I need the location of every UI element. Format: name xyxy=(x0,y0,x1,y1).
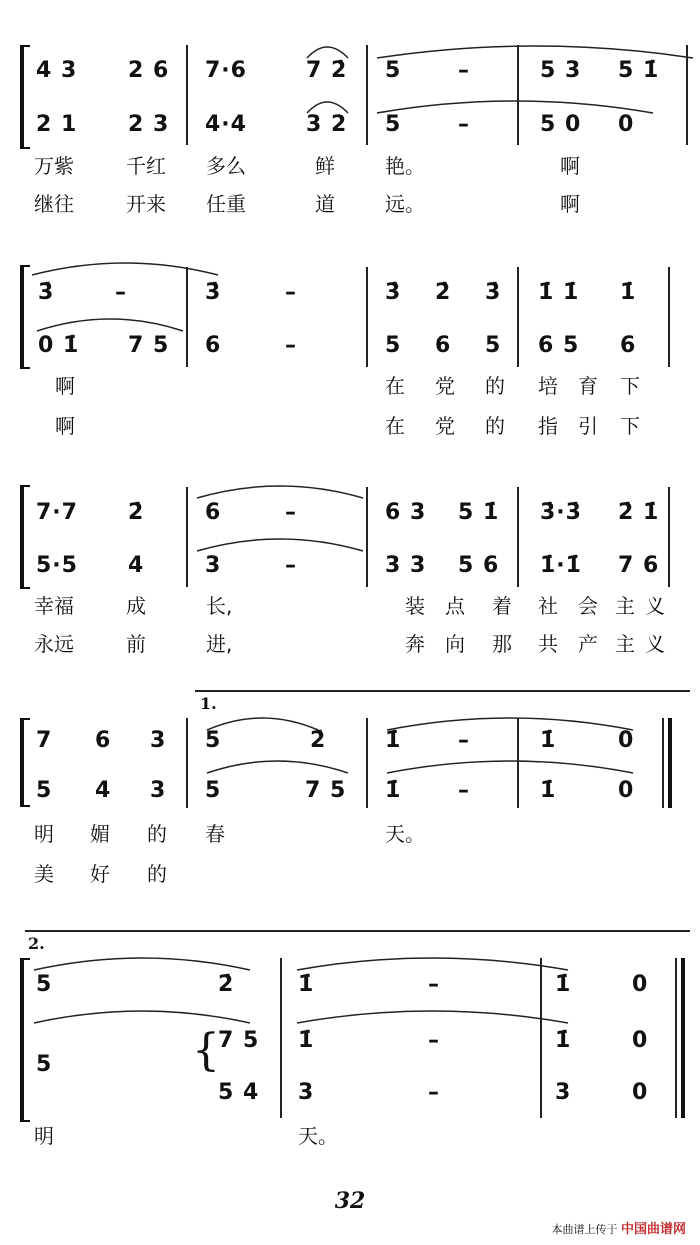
lyric: 共 xyxy=(538,632,558,656)
note: 5 xyxy=(385,58,402,83)
final-barline-thin xyxy=(675,958,677,1118)
note: 5 xyxy=(385,333,402,358)
note: 0 xyxy=(618,728,635,753)
lyric: 在 xyxy=(385,414,405,438)
dash: – xyxy=(458,728,470,753)
note: 5 xyxy=(36,1052,53,1077)
system-4 xyxy=(0,690,700,900)
note: 1̇ xyxy=(555,972,572,997)
lyric: 向 xyxy=(445,632,465,656)
dash: – xyxy=(285,553,297,578)
lyric: 啊 xyxy=(560,192,580,216)
brace: { xyxy=(192,1025,220,1076)
lyric: 的 xyxy=(147,862,167,886)
note: 3 xyxy=(150,728,167,753)
note: 0 xyxy=(632,1028,649,1053)
note: 7·7 xyxy=(36,500,78,525)
note: 0 1̇ xyxy=(38,333,80,358)
note: 5 1̇ xyxy=(618,58,660,83)
note: 5 1̇ xyxy=(458,500,500,525)
note: 5 0 xyxy=(540,112,582,137)
tie xyxy=(30,257,220,277)
note: 6 xyxy=(435,333,452,358)
note: 5 xyxy=(36,972,53,997)
barline xyxy=(366,267,368,367)
note: 1̇ xyxy=(298,1028,315,1053)
note: 2̇ xyxy=(128,500,145,525)
note: 3 xyxy=(555,1080,572,1105)
lyric: 前 xyxy=(126,632,146,656)
note: 2 3 xyxy=(128,112,170,137)
note: 2̇ xyxy=(218,972,235,997)
final-barline-thick xyxy=(681,958,685,1118)
dash: – xyxy=(285,280,297,305)
lyric: 鲜 xyxy=(315,154,335,178)
note: 5 xyxy=(385,112,402,137)
note: 3̇ xyxy=(385,280,402,305)
note: 4·4 xyxy=(205,112,247,137)
lyric: 继往 xyxy=(34,192,74,216)
note: 3 2 xyxy=(306,112,348,137)
barline xyxy=(517,718,519,808)
note: 1̇ 1̇ xyxy=(538,280,580,305)
note: 5 4 xyxy=(218,1080,260,1105)
lyric: 春 xyxy=(205,822,225,846)
lyric: 着 xyxy=(492,594,512,618)
note: 1̇·1̇ xyxy=(540,553,582,578)
lyric: 长, xyxy=(206,594,233,618)
note: 1̇ xyxy=(540,728,557,753)
system-5 xyxy=(0,930,700,1170)
system-2 xyxy=(0,255,700,455)
note: 6 xyxy=(205,333,222,358)
lyric: 天。 xyxy=(385,822,425,846)
note: 6 xyxy=(620,333,637,358)
note: 1̇ xyxy=(540,778,557,803)
note: 3̇ xyxy=(205,280,222,305)
note: 1̇ xyxy=(555,1028,572,1053)
dash: – xyxy=(285,500,297,525)
lyric: 啊 xyxy=(560,154,580,178)
lyric: 明 xyxy=(34,1124,54,1148)
lyric: 的 xyxy=(485,414,505,438)
barline xyxy=(366,487,368,587)
page-number: 32 xyxy=(334,1188,366,1214)
barline xyxy=(517,487,519,587)
lyric: 下 xyxy=(620,414,640,438)
slur xyxy=(32,952,252,972)
note: 3 xyxy=(298,1080,315,1105)
slur xyxy=(205,755,350,775)
dash: – xyxy=(458,58,470,83)
note: 5·5 xyxy=(36,553,78,578)
tie xyxy=(385,755,635,775)
note: 0 xyxy=(618,112,635,137)
lyric: 多么 xyxy=(206,154,246,178)
note: 4 3 xyxy=(36,58,78,83)
system-3 xyxy=(0,475,700,675)
lyric: 那 xyxy=(492,632,512,656)
dash: – xyxy=(428,1080,440,1105)
barline xyxy=(668,487,670,587)
dash: – xyxy=(285,333,297,358)
lyric: 的 xyxy=(485,374,505,398)
lyric: 媚 xyxy=(90,822,110,846)
note: 2 1 xyxy=(36,112,78,137)
barline xyxy=(280,958,282,1118)
note: 1̇ xyxy=(620,280,637,305)
lyric: 党 xyxy=(435,374,455,398)
note: 5 xyxy=(205,778,222,803)
footer-site: 中国曲谱网 xyxy=(620,1222,686,1237)
lyric: 义 xyxy=(645,594,665,618)
lyric: 义 xyxy=(645,632,665,656)
note: 4 xyxy=(95,778,112,803)
note: 2 6 xyxy=(128,58,170,83)
lyric: 任重 xyxy=(206,192,246,216)
dash: – xyxy=(428,1028,440,1053)
barline xyxy=(366,45,368,145)
note: 6 xyxy=(95,728,112,753)
note: 5 6 xyxy=(458,553,500,578)
note: 5 xyxy=(36,778,53,803)
lyric: 装 xyxy=(405,594,425,618)
note: 0 xyxy=(632,972,649,997)
tie xyxy=(295,1005,570,1025)
dash: – xyxy=(458,778,470,803)
lyric: 开来 xyxy=(126,192,166,216)
footer-prefix: 本曲谱上传于 xyxy=(551,1223,618,1236)
lyric: 远。 xyxy=(385,192,425,216)
lyric: 奔 xyxy=(405,632,425,656)
note: 2̇ xyxy=(435,280,452,305)
final-barline-thick xyxy=(668,718,672,808)
barline xyxy=(668,267,670,367)
note: 0 xyxy=(632,1080,649,1105)
lyric: 永远 xyxy=(34,632,74,656)
note: 5 xyxy=(485,333,502,358)
lyric: 好 xyxy=(90,862,110,886)
note: 0 xyxy=(618,778,635,803)
barline xyxy=(186,487,188,587)
lyric: 党 xyxy=(435,414,455,438)
lyric: 万紫 xyxy=(34,154,74,178)
system-1 xyxy=(0,40,700,240)
note: 5 3 xyxy=(540,58,582,83)
tie xyxy=(295,952,570,972)
dash: – xyxy=(115,280,127,305)
lyric: 天。 xyxy=(298,1124,338,1148)
note: 3 3 xyxy=(385,553,427,578)
note: 7 6 xyxy=(618,553,660,578)
tie xyxy=(375,40,695,60)
slur xyxy=(32,1005,252,1025)
lyric: 育 xyxy=(578,374,598,398)
dash: – xyxy=(458,112,470,137)
slur xyxy=(35,313,185,333)
note: 2̇ 1̇ xyxy=(618,500,660,525)
lyric: 幸福 xyxy=(34,594,74,618)
note: 3 xyxy=(150,778,167,803)
lyric: 的 xyxy=(147,822,167,846)
note: 7 2̇ xyxy=(306,58,348,83)
lyric: 会 xyxy=(578,594,598,618)
note: 6 5 xyxy=(538,333,580,358)
lyric: 下 xyxy=(620,374,640,398)
final-barline-thin xyxy=(662,718,664,808)
note: 2̇ xyxy=(310,728,327,753)
lyric: 啊 xyxy=(55,414,75,438)
note: 3 xyxy=(205,553,222,578)
barline xyxy=(540,958,542,1118)
barline xyxy=(517,45,519,145)
lyric: 主 xyxy=(615,594,635,618)
volta-line xyxy=(195,690,690,692)
tie xyxy=(195,533,365,553)
lyric: 啊 xyxy=(55,374,75,398)
lyric: 指 xyxy=(538,414,558,438)
volta-number: 1. xyxy=(200,694,217,713)
lyric: 培 xyxy=(538,374,558,398)
note: 3̇ xyxy=(485,280,502,305)
barline xyxy=(686,45,688,145)
footer-watermark xyxy=(551,1218,686,1237)
lyric: 道 xyxy=(315,192,335,216)
volta-line xyxy=(25,930,690,932)
lyric: 进, xyxy=(206,632,233,656)
note: 7 5 xyxy=(128,333,170,358)
lyric: 在 xyxy=(385,374,405,398)
tie xyxy=(195,480,365,500)
note: 3̇·3̇ xyxy=(540,500,582,525)
lyric: 明 xyxy=(34,822,54,846)
note: 6 xyxy=(205,500,222,525)
lyric: 社 xyxy=(538,594,558,618)
note: 1̇ xyxy=(298,972,315,997)
lyric: 成 xyxy=(126,594,146,618)
note: 1̇ xyxy=(385,728,402,753)
slur xyxy=(305,40,350,60)
barline xyxy=(186,45,188,145)
lyric: 产 xyxy=(578,632,598,656)
note: 6 3 xyxy=(385,500,427,525)
lyric: 千红 xyxy=(126,154,166,178)
barline xyxy=(517,267,519,367)
volta-number: 2. xyxy=(28,934,45,953)
note: 1̇ xyxy=(385,778,402,803)
note: 7 5 xyxy=(305,778,347,803)
lyric: 美 xyxy=(34,862,54,886)
barline xyxy=(186,718,188,808)
lyric: 主 xyxy=(615,632,635,656)
note: 7 xyxy=(36,728,53,753)
lyric: 引 xyxy=(578,414,598,438)
note: 7 5 xyxy=(218,1028,260,1053)
dash: – xyxy=(428,972,440,997)
lyric: 艳。 xyxy=(385,154,425,178)
note: 4 xyxy=(128,553,145,578)
note: 3̇ xyxy=(38,280,55,305)
note: 5 xyxy=(205,728,222,753)
barline xyxy=(366,718,368,808)
lyric: 点 xyxy=(445,594,465,618)
barline xyxy=(186,267,188,367)
note: 7·6 xyxy=(205,58,247,83)
